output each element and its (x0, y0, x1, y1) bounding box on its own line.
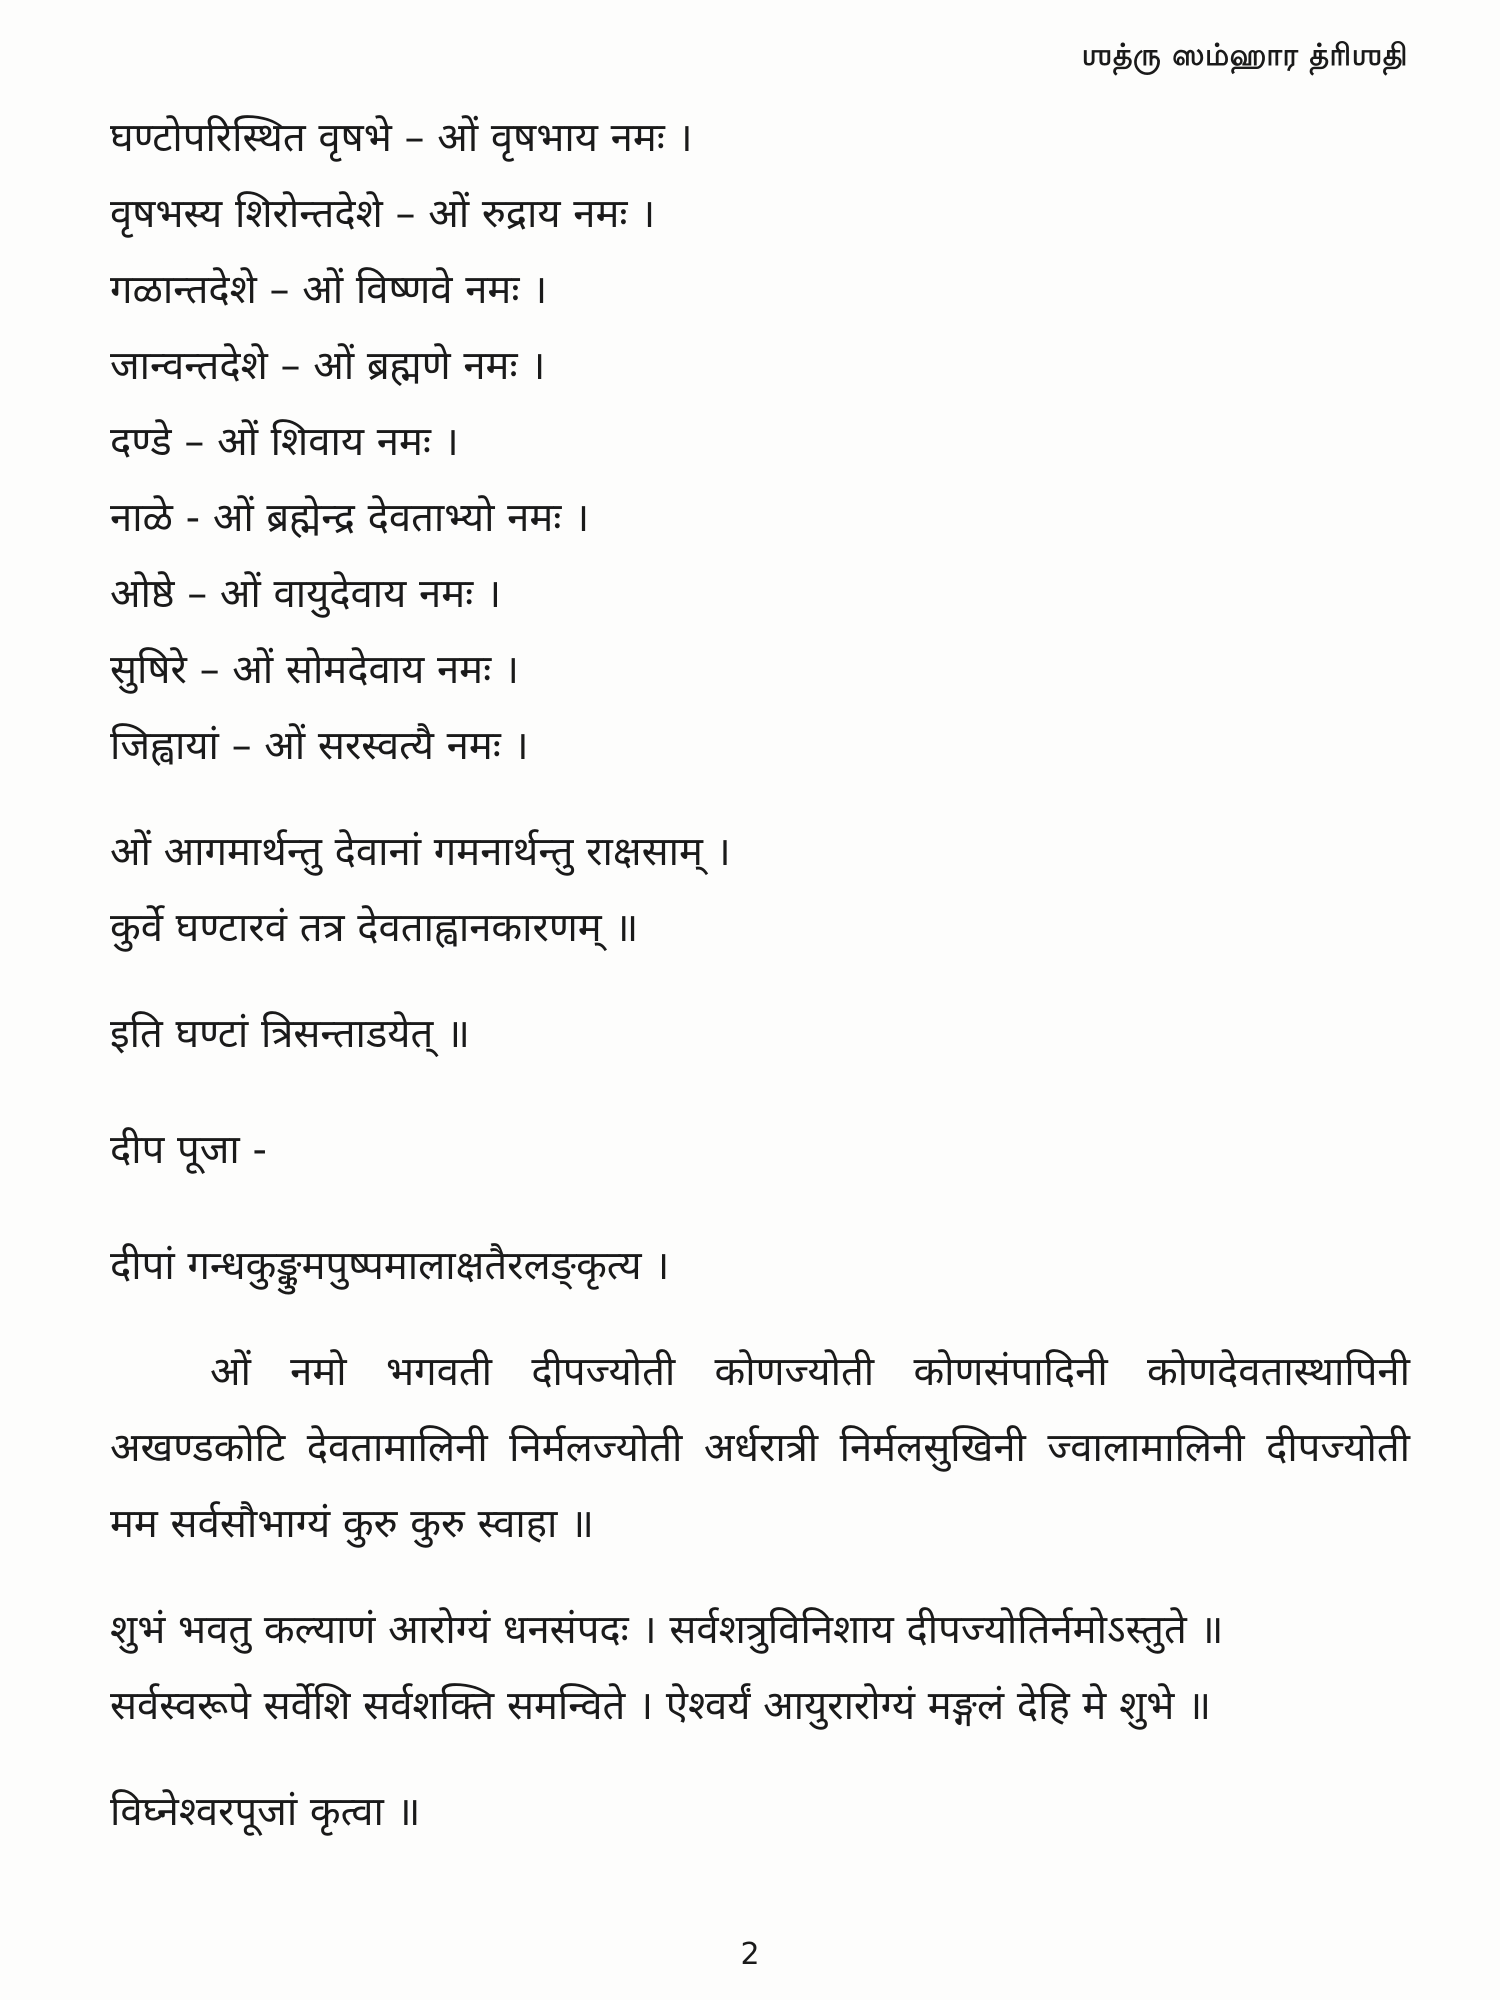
mantra-paragraph-text: ओं नमो भगवती दीपज्योती कोणज्योती कोणसंपादिनी कोणदेवतास्थापिनी अखण्डकोटि देवतामालिनी निर्मलज्योती अर्धरात्री निर्मलसुखिनी ज्वालामालिनी दीपज्योती मम सर्वसौभाग्यं कुरु कुरु स्वाहा ॥ (110, 1349, 1410, 1547)
mantra-line: सुषिरे – ओं सोमदेवाय नमः । (110, 647, 520, 693)
page-number: 2 (740, 1937, 760, 1972)
running-header: ஶத்ரு ஸம்ஹார த்ரிஶதி (1081, 38, 1408, 73)
mantra-line: जिह्वायां – ओं सरस्वत्यै नमः । (110, 723, 529, 769)
verse-line: कुर्वे घण्टारवं तत्र देवताह्वानकारणम् ॥ (110, 905, 639, 951)
verse-line: शुभं भवतु कल्याणं आरोग्यं धनसंपदः । सर्वशत्रुविनिशाय दीपज्योतिर्नमोऽस्तुते ॥ (110, 1607, 1224, 1653)
mantra-line: ओष्ठे – ओं वायुदेवाय नमः । (110, 571, 502, 617)
mantra-line: जान्वन्तदेशे – ओं ब्रह्मणे नमः । (110, 343, 546, 389)
mantra-line: नाळे - ओं ब्रह्मेन्द्र देवताभ्यो नमः । (110, 495, 590, 541)
instruction-line: इति घण्टां त्रिसन्ताडयेत् ॥ (110, 1011, 470, 1057)
verse-line: ओं आगमार्थन्तु देवानां गमनार्थन्तु राक्षसाम् । (110, 829, 731, 875)
mantra-paragraph (110, 1334, 1410, 1562)
verse-block (110, 814, 1410, 966)
mantra-line: वृषभस्य शिरोन्तदेशे – ओं रुद्राय नमः । (110, 191, 656, 237)
page-content (110, 100, 1410, 1850)
instruction-line: विघ्नेश्वरपूजां कृत्वा ॥ (110, 1789, 421, 1835)
verse-block (110, 1592, 1410, 1744)
mantra-line: दण्डे – ओं शिवाय नमः । (110, 419, 459, 465)
verse-line: सर्वस्वरूपे सर्वेशि सर्वशक्ति समन्विते । ऐश्वर्यं आयुरारोग्यं मङ्गलं देहि मे शुभे ॥ (110, 1683, 1212, 1729)
mantra-line: गळान्तदेशे – ओं विष्णवे नमः । (110, 267, 548, 313)
mantra-line: घण्टोपरिस्थित वृषभे – ओं वृषभाय नमः । (110, 115, 693, 161)
instruction-line: दीपां गन्धकुङ्कुमपुष्पमालाक्षतैरलङ्कृत्य । (110, 1243, 670, 1289)
mantra-list (110, 100, 1410, 784)
section-heading: दीप पूजा - (110, 1127, 267, 1173)
